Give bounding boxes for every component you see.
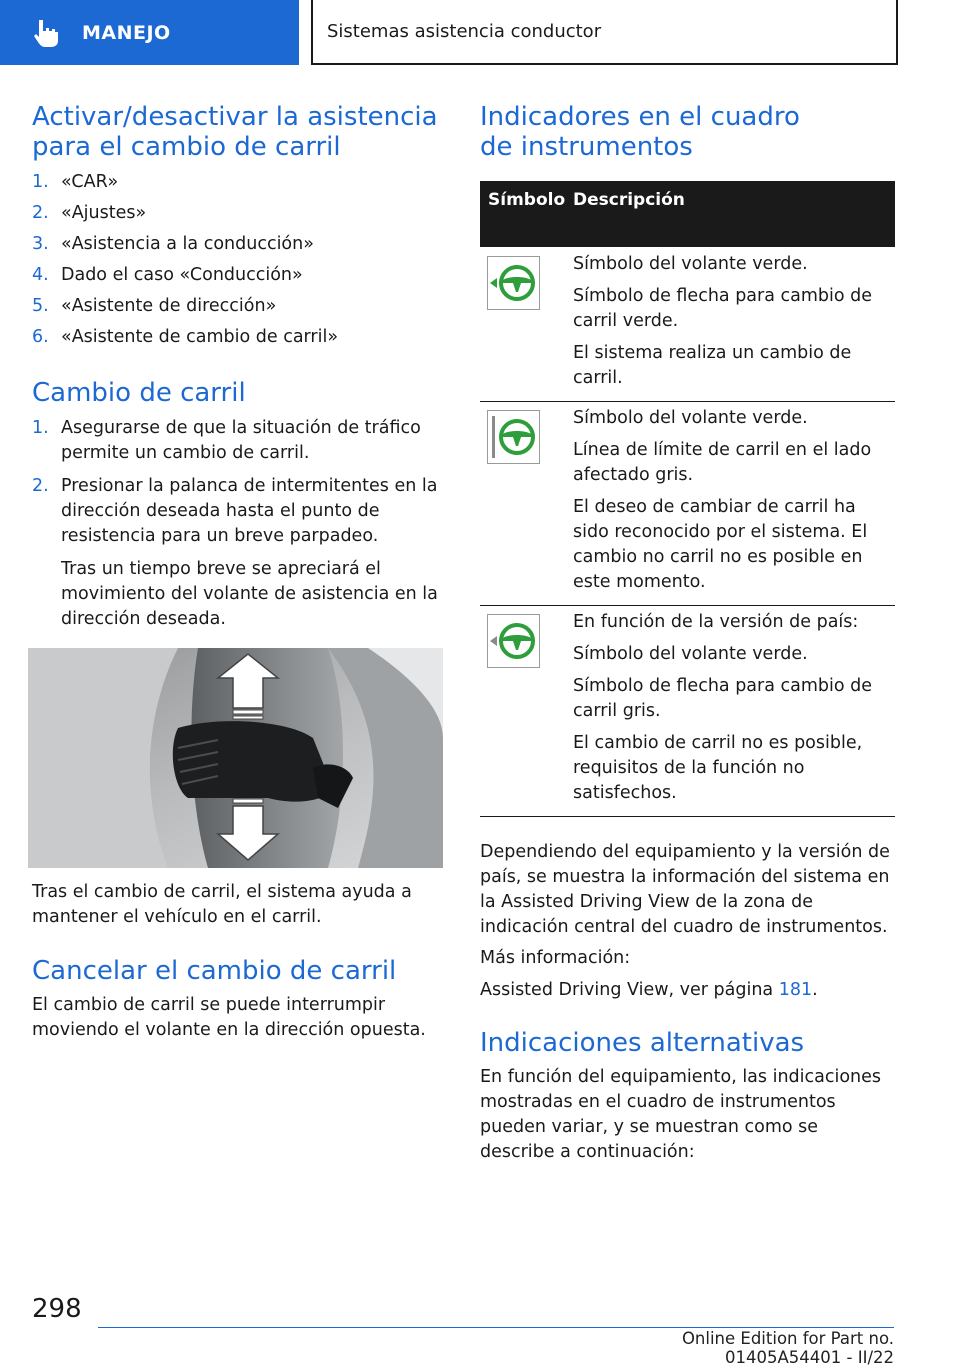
heading-alternative: Indicaciones alternativas — [480, 1028, 805, 1058]
page-link[interactable]: 181 — [778, 980, 813, 1000]
list-item: 1. «CAR» — [32, 172, 119, 192]
table-row — [480, 247, 895, 402]
list-item: 6. «Asistente de cambio de carril» — [32, 327, 339, 347]
chapter-header — [311, 0, 898, 65]
row-description: Símbolo del volante verde. Símbolo de flecha para cambio de carril verde. El sistema realiza un cambio de carril. — [573, 254, 873, 388]
footer-divider — [98, 1327, 894, 1328]
col-description-header: Descripción — [573, 190, 685, 210]
list-item: 3. «Asistencia a la conducción» — [32, 234, 314, 254]
heading-cancel: Cancelar el cambio de carril — [32, 956, 397, 986]
after-photo-text: Tras el cambio de carril, el sistema ayuda a mantener el vehículo en el carril. — [32, 882, 412, 927]
steering-wheel-lane-gray-icon — [487, 410, 540, 464]
indicator-table — [480, 181, 895, 803]
list-item: 5. «Asistente de dirección» — [32, 296, 277, 316]
steps-lane-change-list — [32, 416, 442, 632]
steering-wheel-arrow-gray-icon — [487, 614, 540, 668]
heading-lane-change: Cambio de carril — [32, 378, 246, 408]
heading-indicators: Indicadores en el cuadro de instrumentos — [480, 102, 800, 162]
steps-activate-list — [32, 170, 442, 356]
table-row — [480, 401, 895, 606]
list-item: 1. Asegurarse de que la situación de tráfico permite un cambio de carril. — [32, 418, 421, 463]
table-header — [480, 181, 895, 247]
heading-activate: Activar/desactivar la asistencia para el cambio de carril — [32, 102, 438, 162]
page-number: 298 — [32, 1294, 82, 1324]
see-page-text: Assisted Driving View, ver página 181. — [480, 980, 818, 1000]
col-symbol-header: Símbolo — [488, 190, 566, 210]
list-item: 4. Dado el caso «Conducción» — [32, 265, 303, 285]
section-label: MANEJO — [82, 21, 171, 44]
cancel-text: El cambio de carril se puede interrumpir moviendo el volante en la dirección opuesta. — [32, 995, 426, 1040]
list-item: 2. «Ajustes» — [32, 203, 147, 223]
steering-wheel-arrow-green-icon — [487, 256, 540, 310]
chapter-title: Sistemas asistencia conductor — [327, 21, 602, 42]
row-description: En función de la versión de país: Símbolo del volante verde. Símbolo de flecha para cambio de carril gris. El cambio de carril no es posible, requisitos de la función no satisfechos. — [573, 612, 873, 803]
list-item: 2. Presionar la palanca de intermitentes en la dirección deseada hasta el punto de resistencia para un breve parpadeo. Tras un tiempo breve se apreciará el movimiento del volante de asistencia en la dirección deseada. — [32, 476, 438, 629]
row-description: Símbolo del volante verde. Línea de límite de carril en el lado afectado gris. El deseo de cambiar de carril ha sido reconocido por el sistema. El cambio no carril no es posible en este momento. — [573, 408, 872, 592]
assisted-driving-text: Dependiendo del equipamiento y la versión de país, se muestra la información del sistema en la Assisted Driving View de la zona de indicación central del cuadro de instrumentos. — [480, 842, 890, 937]
section-tab[interactable] — [0, 0, 299, 65]
turn-signal-lever-image — [28, 648, 443, 868]
alternative-text: En función del equipamiento, las indicaciones mostradas en el cuadro de instrumentos pueden variar, y se muestran como se describe a continuación: — [480, 1067, 882, 1162]
hand-pointer-icon — [30, 16, 64, 50]
more-info-label: Más información: — [480, 948, 631, 968]
table-row — [480, 605, 895, 817]
footer-edition: Online Edition for Part no. 01405A54401 - II/22 — [681, 1329, 894, 1367]
